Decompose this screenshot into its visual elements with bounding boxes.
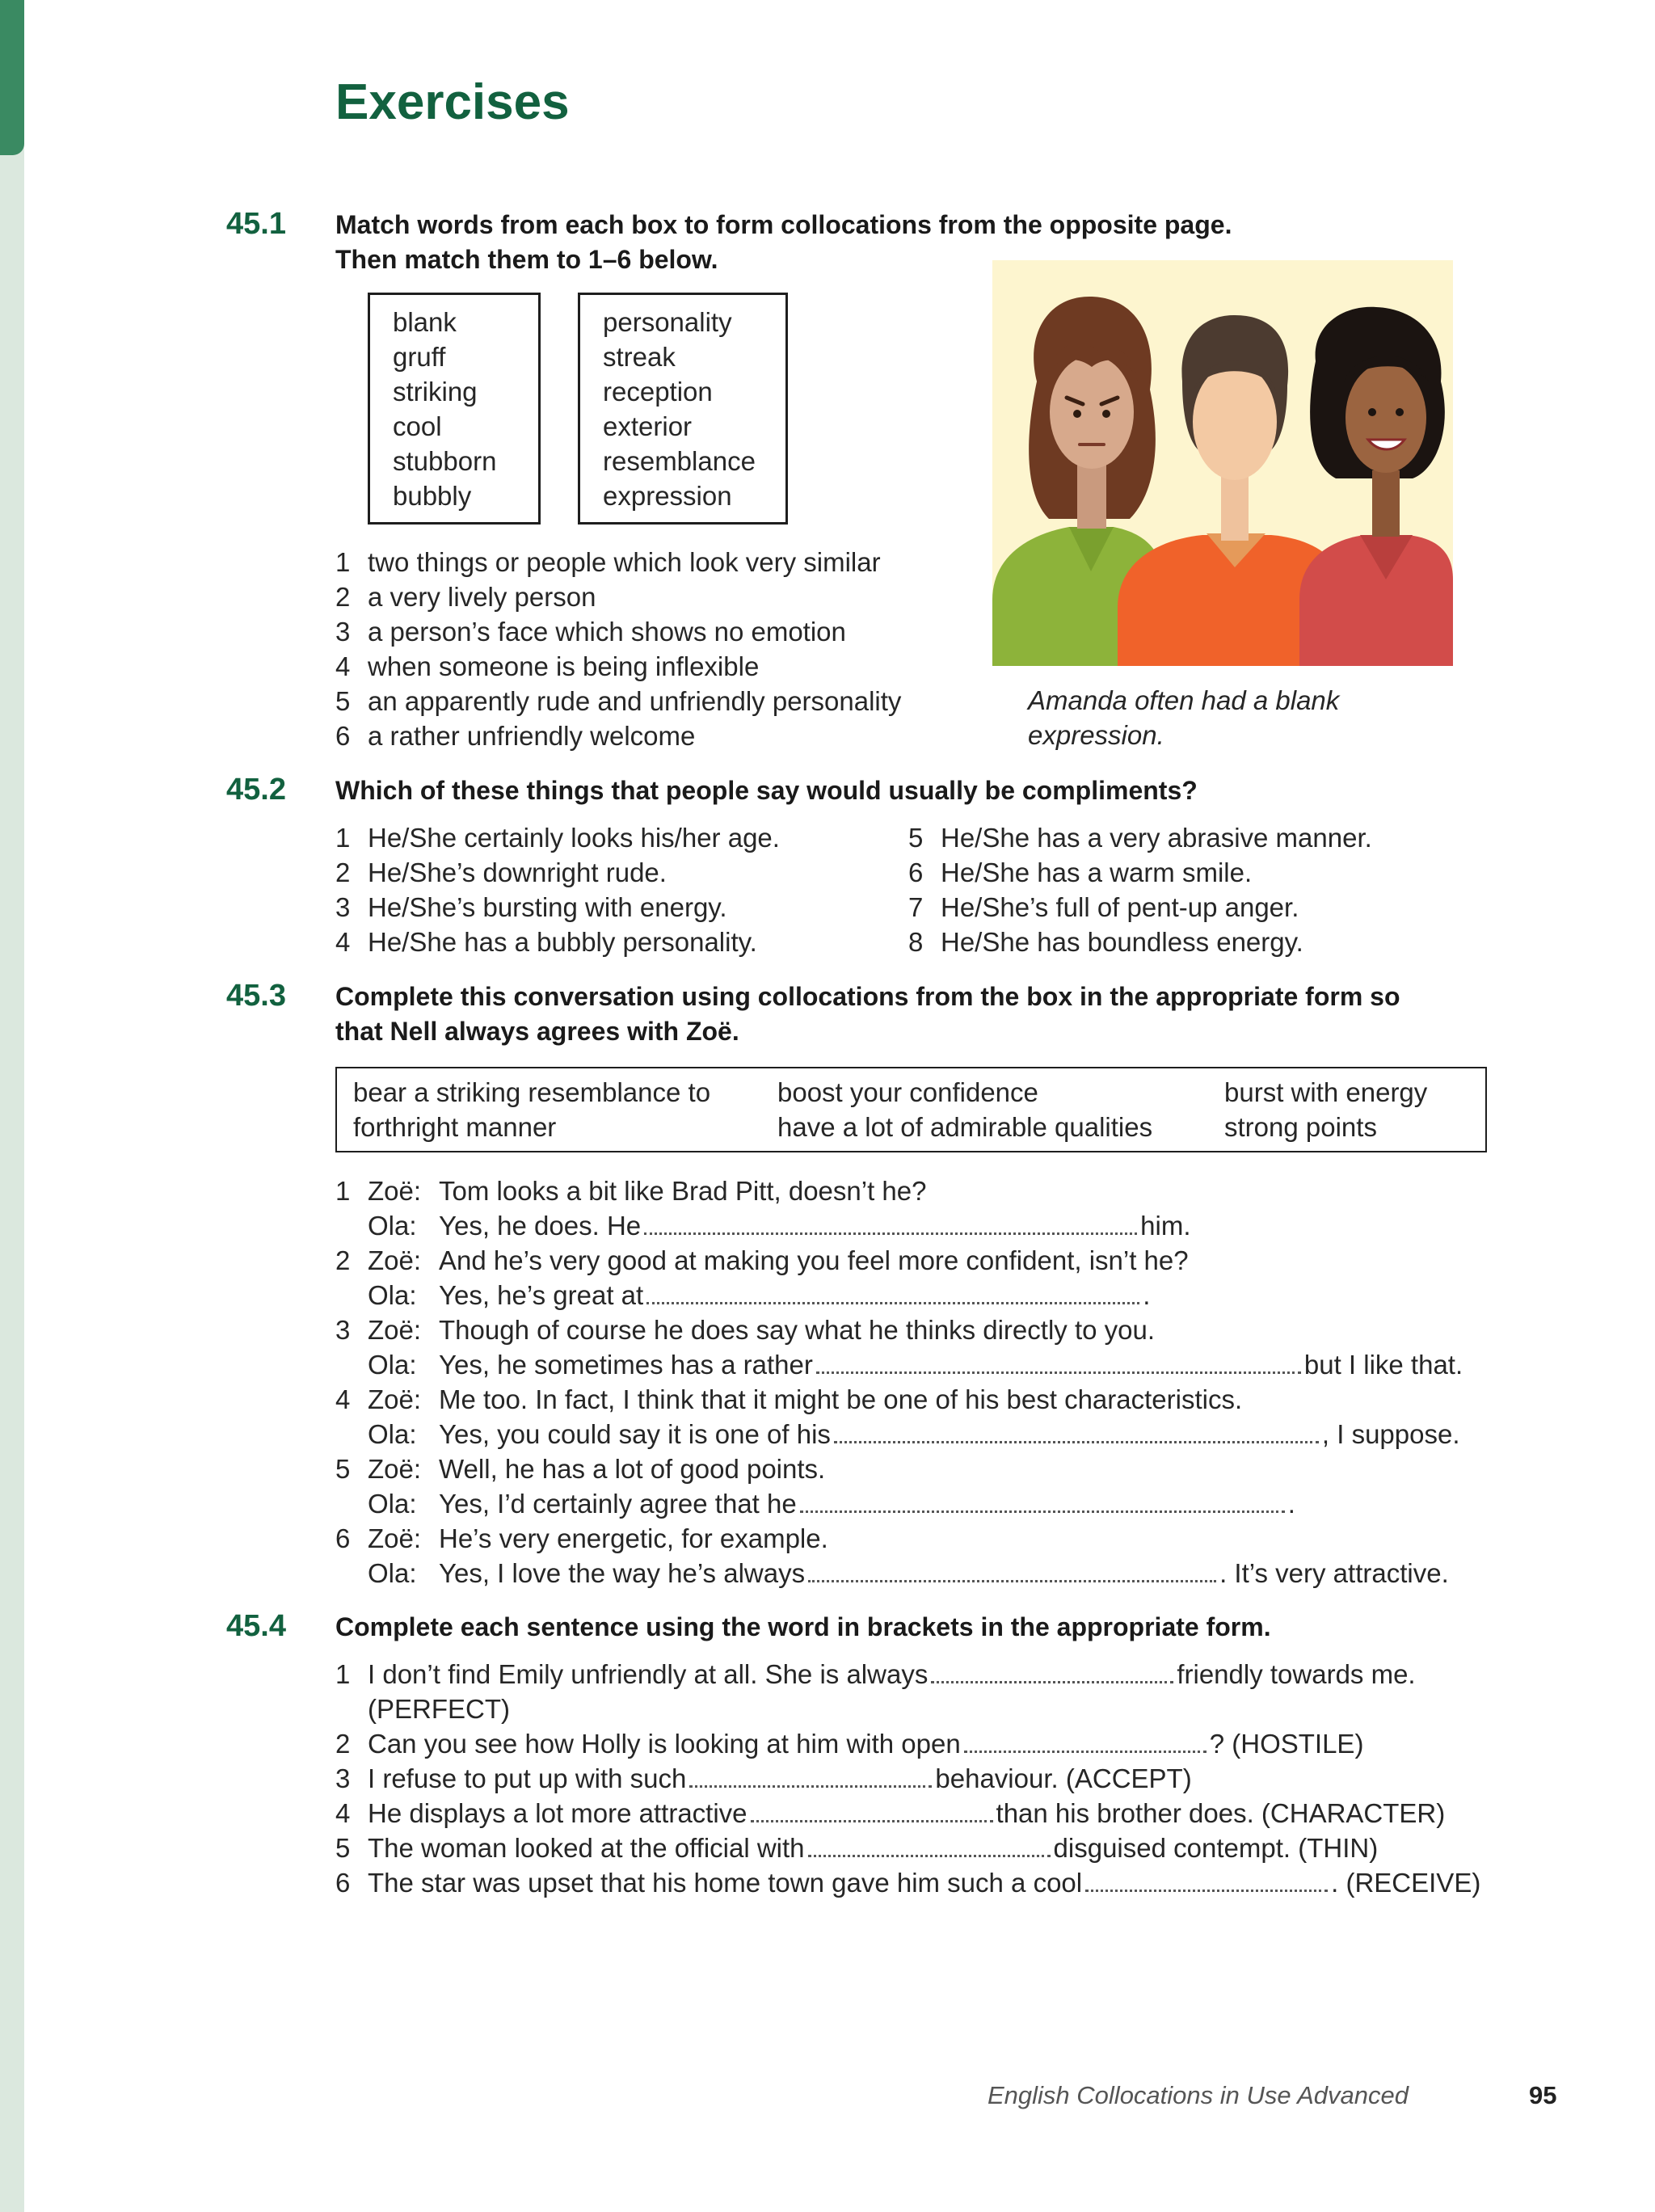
footer-book-title: English Collocations in Use Advanced xyxy=(988,2081,1409,2109)
dialogue-line-ola xyxy=(335,1208,1507,1243)
speaker-ola: Ola: xyxy=(368,1558,417,1588)
dialogue-line-ola xyxy=(335,1417,1507,1451)
list-item-continued xyxy=(335,1692,1507,1726)
list-item xyxy=(335,684,901,718)
dialogue-text: him. xyxy=(1140,1211,1191,1241)
item-text: a person’s face which shows no emotion xyxy=(368,617,846,647)
list-item xyxy=(335,1831,1507,1865)
dialogue-text: Yes, I love the way he’s always xyxy=(439,1558,806,1588)
item-text: disguised contempt. xyxy=(1053,1833,1291,1863)
indent xyxy=(335,1208,368,1243)
item-text: He/She has a very abrasive manner. xyxy=(941,823,1372,853)
item-number: 4 xyxy=(335,1798,351,1828)
item-text: . xyxy=(1331,1868,1339,1898)
list-item xyxy=(335,925,780,959)
box-word: blank xyxy=(393,307,457,337)
speaker-ola: Ola: xyxy=(368,1419,417,1449)
item-text: He/She’s bursting with energy. xyxy=(368,892,727,922)
phrase: forthright manner xyxy=(353,1112,557,1142)
bracket-word: (ACCEPT) xyxy=(1065,1763,1192,1793)
dialogue-text: And he’s very good at making you feel more confident, isn’t he? xyxy=(439,1245,1189,1275)
item-number: 5 xyxy=(335,686,351,716)
phrase-box xyxy=(335,1067,1487,1152)
phrase: burst with energy xyxy=(1224,1077,1428,1107)
item-text: He/She has a warm smile. xyxy=(941,857,1253,887)
dialogue-text: Yes, he’s great at xyxy=(439,1280,644,1310)
item-text: He/She’s full of pent-up anger. xyxy=(941,892,1299,922)
speaker-zoe: Zoë: xyxy=(368,1454,422,1484)
item-number: 8 xyxy=(908,927,924,957)
list-item xyxy=(335,614,901,649)
illustration-svg xyxy=(992,260,1453,666)
phrase: bear a striking resemblance to xyxy=(353,1077,711,1107)
item-number: 3 xyxy=(335,1763,351,1793)
list-item xyxy=(335,820,780,855)
exercise-45-1-items xyxy=(335,545,901,753)
dialogue-line-zoe xyxy=(335,1521,1507,1556)
exercise-number-45-2: 45.2 xyxy=(226,773,286,807)
exercise-number-45-3: 45.3 xyxy=(226,979,286,1013)
dialogue-line-zoe xyxy=(335,1451,1507,1486)
dialogue-line-ola xyxy=(335,1556,1507,1591)
item-number: 5 xyxy=(335,1833,351,1863)
item-number: 1 xyxy=(335,547,351,577)
list-item xyxy=(335,579,901,614)
answer-blank[interactable] xyxy=(689,1761,932,1788)
box-word: gruff xyxy=(393,342,446,372)
three-women-illustration xyxy=(992,260,1453,666)
exercise-45-2-left-items xyxy=(335,820,780,959)
bracket-word: (THIN) xyxy=(1298,1833,1379,1863)
box-word: resemblance xyxy=(603,446,756,476)
item-number: 4 xyxy=(335,927,351,957)
list-item xyxy=(335,855,780,890)
item-number: 7 xyxy=(908,892,924,922)
dialogue-text: , I suppose. xyxy=(1321,1419,1460,1449)
item-number: 3 xyxy=(335,617,351,647)
box-word: streak xyxy=(603,342,676,372)
bracket-word: (RECEIVE) xyxy=(1345,1868,1481,1898)
speaker-zoe: Zoë: xyxy=(368,1176,422,1206)
side-band xyxy=(0,0,24,2212)
indent xyxy=(335,1556,368,1591)
box-word: cool xyxy=(393,411,442,441)
item-number: 2 xyxy=(335,1245,351,1275)
list-item xyxy=(335,545,901,579)
answer-blank[interactable] xyxy=(646,1278,1139,1304)
speaker-ola: Ola: xyxy=(368,1489,417,1519)
list-item xyxy=(908,925,1372,959)
item-number: 1 xyxy=(335,823,351,853)
illustration-caption xyxy=(1028,683,1448,752)
bracket-word: (HOSTILE) xyxy=(1232,1729,1364,1759)
word-box-nouns xyxy=(578,293,788,525)
instruction-line: Complete this conversation using collocations from the box in the appropriate form so xyxy=(335,982,1400,1011)
dialogue-text: Tom looks a bit like Brad Pitt, doesn’t he? xyxy=(439,1176,927,1206)
indent xyxy=(335,1417,368,1451)
item-text: a very lively person xyxy=(368,582,596,612)
dialogue-text: He’s very energetic, for example. xyxy=(439,1523,828,1553)
box-word: striking xyxy=(393,377,478,407)
answer-blank[interactable] xyxy=(816,1347,1301,1374)
item-text: when someone is being inflexible xyxy=(368,651,760,681)
item-number: 2 xyxy=(335,857,351,887)
exercise-45-4-items xyxy=(335,1657,1507,1900)
instruction-line: Then match them to 1–6 below. xyxy=(335,245,718,274)
item-number: 5 xyxy=(908,823,924,853)
box-word: exterior xyxy=(603,411,693,441)
list-item xyxy=(908,890,1372,925)
exercise-45-3-instructions xyxy=(335,980,1400,1049)
box-word: personality xyxy=(603,307,732,337)
list-item xyxy=(335,718,901,753)
item-text: The woman looked at the official with xyxy=(368,1833,805,1863)
box-word: expression xyxy=(603,481,732,511)
answer-blank[interactable] xyxy=(751,1796,993,1822)
item-number: 4 xyxy=(335,1384,351,1414)
item-number: 2 xyxy=(335,582,351,612)
list-item xyxy=(335,1657,1507,1692)
conversation xyxy=(335,1173,1507,1591)
dialogue-text: . xyxy=(1287,1489,1295,1519)
list-item xyxy=(335,1796,1507,1831)
exercise-45-2-instructions: Which of these things that people say would usually be compliments? xyxy=(335,776,1198,805)
phrase: have a lot of admirable qualities xyxy=(777,1112,1153,1142)
list-item xyxy=(335,1726,1507,1761)
dialogue-line-zoe xyxy=(335,1382,1507,1417)
item-number: 4 xyxy=(335,651,351,681)
exercise-45-2-right-items xyxy=(908,820,1372,959)
answer-blank[interactable] xyxy=(964,1726,1207,1753)
dialogue-line-ola xyxy=(335,1486,1507,1521)
speaker-ola: Ola: xyxy=(368,1350,417,1380)
item-text: The star was upset that his home town gave him such a cool xyxy=(368,1868,1083,1898)
item-number: 5 xyxy=(335,1454,351,1484)
item-number: 3 xyxy=(335,1315,351,1345)
item-number: 3 xyxy=(335,892,351,922)
item-text: friendly towards me. xyxy=(1177,1659,1416,1689)
item-text: I refuse to put up with such xyxy=(368,1763,687,1793)
list-item xyxy=(335,649,901,684)
speaker-zoe: Zoë: xyxy=(368,1245,422,1275)
caption-line: expression. xyxy=(1028,720,1164,750)
speaker-zoe: Zoë: xyxy=(368,1384,422,1414)
dialogue-text: . It’s very attractive. xyxy=(1219,1558,1449,1588)
dialogue-text: Me too. In fact, I think that it might be one of his best characteristics. xyxy=(439,1384,1243,1414)
word-box-adjectives xyxy=(368,293,541,525)
page-number: 95 xyxy=(1529,2081,1557,2109)
item-text: He displays a lot more attractive xyxy=(368,1798,747,1828)
answer-blank[interactable] xyxy=(644,1208,1137,1235)
item-text: He/She has a bubbly personality. xyxy=(368,927,757,957)
list-item xyxy=(908,820,1372,855)
dialogue-text: Yes, he does. He xyxy=(439,1211,642,1241)
instruction-line: that Nell always agrees with Zoë. xyxy=(335,1017,739,1046)
indent xyxy=(335,1486,368,1521)
dialogue-text: but I like that. xyxy=(1303,1350,1463,1380)
dialogue-text: . xyxy=(1143,1280,1151,1310)
item-text: a rather unfriendly welcome xyxy=(368,721,696,751)
answer-blank[interactable] xyxy=(800,1486,1285,1513)
caption-line: Amanda often had a blank xyxy=(1028,685,1340,715)
item-text: than his brother does. xyxy=(996,1798,1254,1828)
indent xyxy=(335,1692,368,1726)
list-item xyxy=(335,1761,1507,1796)
list-item xyxy=(908,855,1372,890)
item-text: He/She’s downright rude. xyxy=(368,857,667,887)
answer-blank[interactable] xyxy=(931,1657,1173,1683)
exercise-45-4-instructions: Complete each sentence using the word in brackets in the appropriate form. xyxy=(335,1612,1271,1641)
answer-blank[interactable] xyxy=(1085,1865,1328,1892)
list-item xyxy=(335,890,780,925)
dialogue-text: Yes, he sometimes has a rather xyxy=(439,1350,813,1380)
box-word: reception xyxy=(603,377,713,407)
item-number: 6 xyxy=(335,1523,351,1553)
indent xyxy=(335,1278,368,1312)
answer-blank[interactable] xyxy=(834,1417,1319,1443)
item-text: I don’t find Emily unfriendly at all. She is always xyxy=(368,1659,929,1689)
item-number: 1 xyxy=(335,1659,351,1689)
dialogue-text: Yes, you could say it is one of his xyxy=(439,1419,831,1449)
item-text: an apparently rude and unfriendly personality xyxy=(368,686,902,716)
item-text: two things or people which look very similar xyxy=(368,547,881,577)
phrase: boost your confidence xyxy=(777,1077,1038,1107)
speaker-zoe: Zoë: xyxy=(368,1523,422,1553)
speaker-ola: Ola: xyxy=(368,1211,417,1241)
dialogue-line-zoe xyxy=(335,1243,1507,1278)
list-item xyxy=(335,1865,1507,1900)
page-title: Exercises xyxy=(335,74,570,130)
item-number: 6 xyxy=(335,721,351,751)
item-number: 2 xyxy=(335,1729,351,1759)
item-text: He/She certainly looks his/her age. xyxy=(368,823,780,853)
item-text: Can you see how Holly is looking at him with open xyxy=(368,1729,961,1759)
item-text: ? xyxy=(1209,1729,1225,1759)
item-number: 1 xyxy=(335,1176,351,1206)
speaker-ola: Ola: xyxy=(368,1280,417,1310)
indent xyxy=(335,1347,368,1382)
item-number: 6 xyxy=(335,1868,351,1898)
dialogue-text: Yes, I’d certainly agree that he xyxy=(439,1489,797,1519)
bracket-word: (CHARACTER) xyxy=(1261,1798,1446,1828)
dialogue-text: Well, he has a lot of good points. xyxy=(439,1454,826,1484)
dialogue-line-ola xyxy=(335,1278,1507,1312)
side-tab xyxy=(0,0,24,155)
item-number: 6 xyxy=(908,857,924,887)
exercise-number-45-4: 45.4 xyxy=(226,1609,286,1643)
box-word: bubbly xyxy=(393,481,472,511)
dialogue-line-zoe xyxy=(335,1312,1507,1347)
instruction-line: Match words from each box to form collocations from the opposite page. xyxy=(335,210,1232,239)
speaker-zoe: Zoë: xyxy=(368,1315,422,1345)
answer-blank[interactable] xyxy=(808,1556,1216,1582)
bracket-word: (PERFECT) xyxy=(368,1694,510,1724)
dialogue-line-ola xyxy=(335,1347,1507,1382)
exercise-number-45-1: 45.1 xyxy=(226,207,286,241)
item-text: He/She has boundless energy. xyxy=(941,927,1303,957)
item-text: behaviour. xyxy=(935,1763,1059,1793)
answer-blank[interactable] xyxy=(808,1831,1051,1857)
box-word: stubborn xyxy=(393,446,497,476)
phrase: strong points xyxy=(1224,1112,1377,1142)
dialogue-text: Though of course he does say what he thinks directly to you. xyxy=(439,1315,1156,1345)
dialogue-line-zoe xyxy=(335,1173,1507,1208)
